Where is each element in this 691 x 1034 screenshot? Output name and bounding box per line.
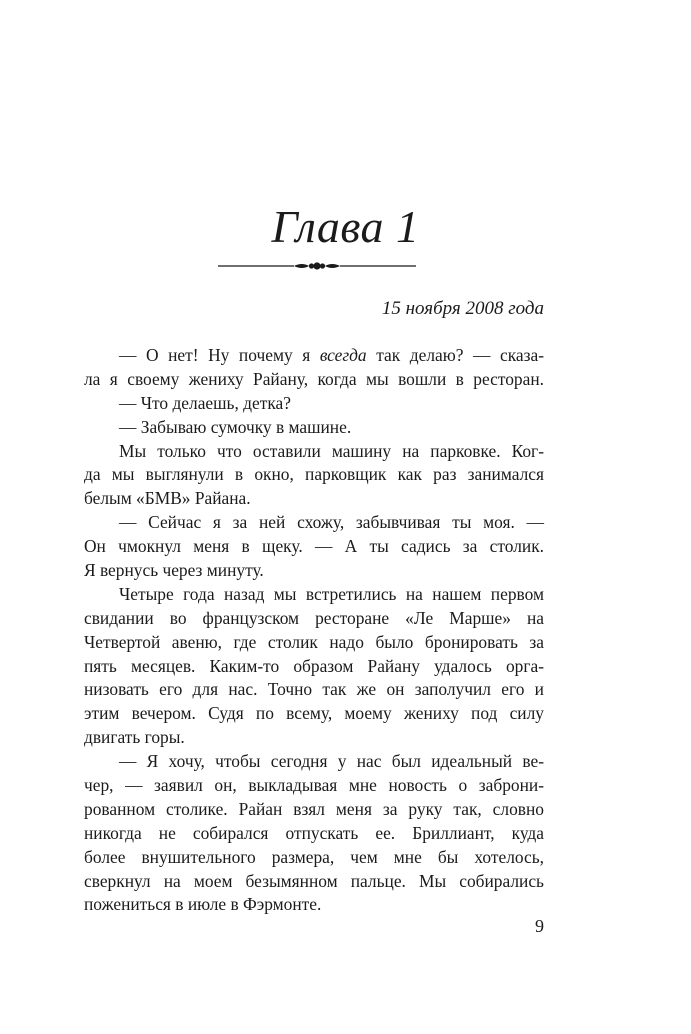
text-line: — Я хочу, чтобы сегодня у нас был идеальный ве- — [119, 751, 544, 772]
text-line: да мы выглянули в окно, парковщик как раз занимался — [84, 464, 544, 485]
text-line: Он чмокнул меня в щеку. — А ты садись за столик. — [84, 536, 544, 557]
text-line — [84, 344, 544, 368]
text-line: Я вернусь через минуту. — [84, 560, 264, 581]
text-line: белым «БМВ» Райана. — [84, 488, 251, 509]
text-line: свидании во французском ресторане «Ле Марше» на — [84, 607, 544, 628]
text-line: низовать его для нас. Точно так же он заполучил его и — [84, 679, 544, 700]
text-line: сверкнул на моем безымянном пальце. Мы собирались — [84, 870, 544, 891]
text-line: чер, — заявил он, выкладывая мне новость о заброни- — [84, 775, 544, 796]
text-line: Четыре года назад мы встретились на нашем первом — [119, 583, 544, 604]
chapter-date: 15 ноября 2008 года — [381, 298, 544, 319]
text-line: Четвертой авеню, где столик надо было бронировать за — [84, 631, 544, 652]
text-line: двигать горы. — [84, 727, 185, 748]
text-line: — Сейчас я за ней схожу, забывчивая ты моя. — — [119, 512, 544, 533]
text-line: более внушительного размера, чем мне бы хотелось, — [84, 846, 544, 867]
text-line: пять месяцев. Каким-то образом Райану удалось орга- — [84, 655, 544, 676]
chapter-title: Глава 1 — [271, 201, 420, 252]
text-line: ла я своему жениху Райану, когда мы вошли в ресторан. — [84, 368, 544, 389]
text-line: — Забываю сумочку в машине. — [119, 416, 352, 437]
ornament-divider-icon — [218, 258, 416, 274]
text-line: этим вечером. Судя по всему, моему жениху под силу — [84, 703, 544, 724]
text-segment: так делаю? — сказа- — [366, 345, 544, 365]
text-line: — Что делаешь, детка? — [119, 392, 291, 413]
text-line: никогда не собирался отпускать ее. Бриллиант, куда — [84, 822, 544, 843]
text-line: Мы только что оставили машину на парковке. Ког- — [119, 440, 544, 461]
text-line: рованном столике. Райан взял меня за руку так, словно — [84, 798, 544, 819]
text-segment: — О нет! Ну почему я — [119, 345, 320, 365]
emphasis-text: всегда — [319, 345, 367, 365]
page-number: 9 — [535, 916, 544, 936]
body-text — [84, 344, 544, 917]
text-line: пожениться в июле в Фэрмонте. — [84, 894, 322, 915]
